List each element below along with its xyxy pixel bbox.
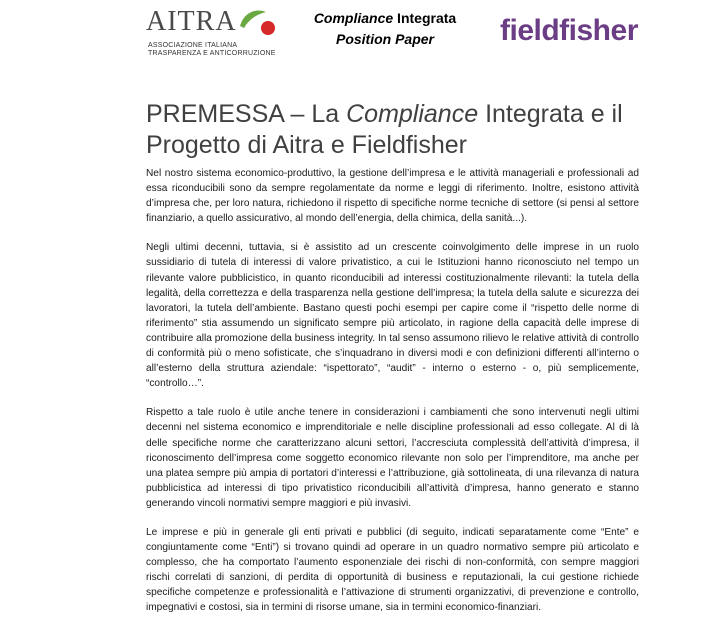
doc-title-italic: Compliance xyxy=(313,10,394,26)
paragraph: Rispetto a tale ruolo è utile anche tenere in considerazioni i cambiamenti che sono intervenuti negli ultimi decenni nel sistema economico e imprenditoriale e nelle discipline professionali ad esso collegate. Al di là delle specifiche norme che caratterizzano alcuni settori, l’accresciuta complessità dell’attività d’impresa, il riconoscimento dell’impresa come soggetto economico rilevante non solo per l’imprenditore, ma anche per una platea sempre più ampia di portatori d’interessi e l’attribuzione, già sottolineata, di una rilevanza di natura pubblicistica ad interessi di tipo privatistico riconducibili all’attività d’impresa, hanno generato e stanno generando vincoli normativi sempre maggiori e più invasivi. xyxy=(146,407,639,509)
aitra-logo-subtitle: ASSOCIAZIONE ITALIANA TRASPARENZA E ANTICORRUZIONE xyxy=(148,42,276,57)
paragraph: Negli ultimi decenni, tuttavia, si è assistito ad un crescente coinvolgimento delle imprese in un ruolo sussidiario di tutela di interessi di valore privatistico, a cui le Istituzioni hanno riconosciuto nel tempo un rilevante valore pubblicistico, in quanto riconducibili ad interessi costituzionalmente rilevanti: la tutela della legalità, della correttezza e della trasparenza nella gestione dell’impresa; la tutela della salute e sicurezza dei lavoratori, la tutela dell’ambiente. Bastano questi pochi esempi per capire come il “rispetto delle norme di riferimento” stia assumendo un significato sempre più articolato, in ragione della capacità delle imprese di contribuire alla promozione della business integrity. In tal senso assumono rilievo le relative attività di controllo di conformità più o meno sofisticate, che s’inquadrano in diversi modi e con definizioni differenti all’interno o all’esterno della struttura aziendale: “ispettorato”, “audit” - interno o esterno - o, più semplicemente, “controllo…”. xyxy=(146,242,639,390)
aitra-logo-mark-icon xyxy=(236,8,276,38)
fieldfisher-logo: fieldfisher xyxy=(500,14,638,47)
body-text xyxy=(146,166,639,630)
document-header-title xyxy=(290,8,480,50)
page-header xyxy=(0,0,719,62)
aitra-logo xyxy=(146,6,276,60)
paragraph: Le imprese e più in generale gli enti privati e pubblici (di seguito, indicati separatamente come “Ente” e congiuntamente come “Enti”) si trovano quindi ad operare in un quadro normativo sempre più articolato e complesso, che ha comportato l’aumento esponenziale dei rischi di non-conformità, con sempre maggiori rischi correlati di sanzioni, di perdita di opportunità di business e reputazionali, la cui gestione richiede specifiche competenze e professionalità e l’attivazione di strumenti organizzativi, di prevenzione e controllo, impegnativi e costosi, sia in termini di risorse umane, sia in termini economico-finanziari. xyxy=(146,526,639,614)
doc-title-rest: Integrata xyxy=(393,10,457,26)
aitra-logo-wordmark: AITRA xyxy=(146,6,237,37)
section-title: PREMESSA – La Compliance Integrata e il Progetto di Aitra e Fieldfisher xyxy=(146,99,623,159)
paragraph: Nel nostro sistema economico-produttivo, la gestione dell’impresa e le attività manageriali e professionali ad essa riconducibili sono da sempre regolamentate da norme e leggi di riferimento. Inoltre, esistono attività d’impresa che, per loro natura, richiedono il rispetto di specifiche norme tecniche di settore (si pensi al settore finanziario, a quello assicurativo, al mondo dell’energia, della chimica, della sanità...). xyxy=(146,168,639,225)
doc-subtitle: Position Paper xyxy=(335,31,435,47)
